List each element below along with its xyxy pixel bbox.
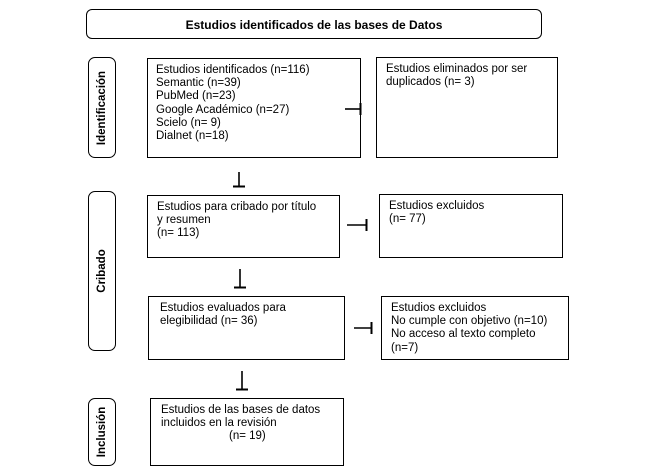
arrow-right-1 (344, 102, 364, 116)
box-removed-duplicates (376, 57, 558, 158)
identified-line: Scielo (n= 9) (156, 116, 221, 129)
box-included (150, 398, 344, 466)
box-excluded-2 (381, 296, 569, 360)
screened-line: (n= 113) (157, 227, 200, 240)
included-line: (n= 19) (229, 430, 266, 443)
box-eligible (148, 296, 345, 360)
identified-line: Estudios identificados (n=116) (156, 64, 310, 76)
removed-line: duplicados (n= 3) (386, 76, 475, 89)
phase-identificacion (88, 57, 116, 158)
excluded2-line: (n=7) (391, 341, 419, 354)
box-identified (147, 58, 361, 158)
arrow-down-2 (232, 268, 248, 290)
arrow-down-3 (234, 370, 250, 392)
screened-line: y resumen (157, 214, 211, 227)
excluded2-line: No acceso al texto completo (391, 328, 536, 341)
arrow-down-1 (231, 171, 247, 189)
excluded2-line: No cumple con objetivo (n=10) (391, 315, 548, 328)
arrow-right-2 (346, 218, 370, 232)
eligible-line: Estudios evaluados para (160, 302, 286, 314)
phase-cribado (88, 191, 116, 351)
phase-cribado-label: Cribado (96, 249, 108, 293)
excluded2-line: Estudios excluidos (391, 302, 487, 314)
identified-line: Google Académico (n=27) (156, 103, 290, 116)
phase-inclusion (88, 398, 116, 466)
identified-line: Semantic (n=39) (156, 77, 241, 90)
diagram-title: Estudios identificados de las bases de Datos (185, 18, 443, 32)
excluded1-line: Estudios excluidos (389, 200, 485, 212)
phase-identificacion-label: Identificación (96, 70, 108, 145)
removed-line: Estudios eliminados por ser (386, 63, 528, 75)
eligible-line: elegibilidad (n= 36) (160, 315, 258, 328)
excluded1-line: (n= 77) (389, 213, 426, 226)
included-line: incluidos en la revisión (161, 417, 277, 430)
included-line: Estudios de las bases de datos (161, 404, 321, 416)
box-screened (147, 195, 340, 258)
phase-inclusion-label: Inclusión (96, 406, 108, 458)
box-excluded-1 (379, 194, 563, 258)
identified-line: PubMed (n=23) (156, 90, 236, 103)
screened-line: Estudios para cribado por título (157, 201, 317, 213)
title-box (86, 9, 542, 39)
identified-line: Dialnet (n=18) (156, 130, 229, 143)
arrow-right-3 (353, 321, 375, 335)
